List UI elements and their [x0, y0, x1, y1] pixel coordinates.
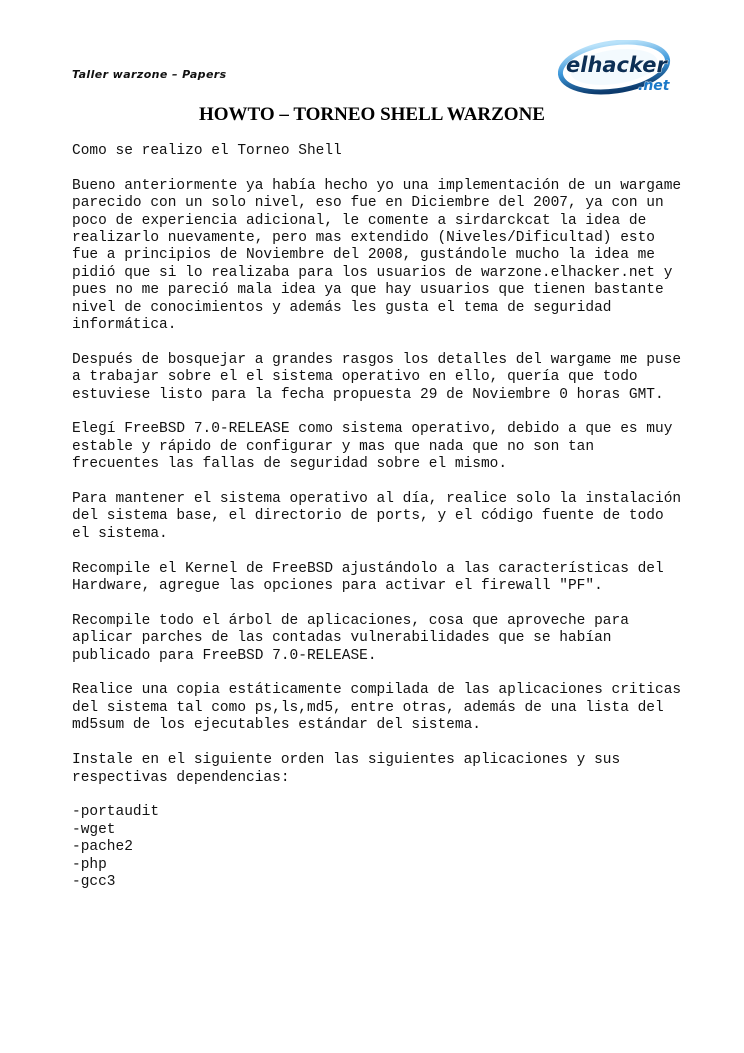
apps-list	[72, 804, 682, 891]
elhacker-logo	[558, 40, 680, 96]
paragraph-static-copy: Realice una copia estáticamente compilada de las aplicaciones criticas del sistema tal como ps,ls,md5, entre otras, además de una lista del md5sum de los ejecutables estándar del sistema.	[72, 682, 682, 734]
paragraph-planning: Después de bosquejar a grandes rasgos los detalles del wargame me puse a trabajar sobre el el sistema operativo en ello, quería que todo estuviese listo para la fecha propuesta 29 de Noviembre 0 horas GMT.	[72, 351, 682, 403]
document-body	[72, 143, 682, 891]
paragraph-subtitle: Como se realizo el Torneo Shell	[72, 143, 342, 159]
list-item: -pache2	[72, 839, 133, 856]
paragraph-kernel: Recompile el Kernel de FreeBSD ajustándolo a las características del Hardware, agregue las opciones para activar el firewall "PF".	[72, 560, 664, 595]
document-title: HOWTO – TORNEO SHELL WARZONE	[199, 104, 545, 125]
paragraph-os-choice: Elegí FreeBSD 7.0-RELEASE como sistema operativo, debido a que es muy estable y rápido de configurar y mas que nada que no son tan frecuentes las fallas de seguridad sobre el mismo.	[72, 421, 673, 473]
paragraph-ports: Recompile todo el árbol de aplicaciones, cosa que aproveche para aplicar parches de las contadas vulnerabilidades que se habían publicado para FreeBSD 7.0-RELEASE.	[72, 612, 629, 664]
list-item: -wget	[72, 821, 116, 838]
list-item: -portaudit	[72, 804, 160, 821]
list-item: -gcc3	[72, 873, 116, 890]
paragraph-base-install: Para mantener el sistema operativo al día, realice solo la instalación del sistema base, el directorio de ports, y el código fuente de todo el sistema.	[72, 491, 682, 542]
logo-main-text: elhacker	[566, 53, 667, 77]
header-tag: Taller warzone – Papers	[72, 68, 227, 81]
paragraph-install-order: Instale en el siguiente orden las siguientes aplicaciones y sus respectivas dependencias:	[72, 752, 621, 786]
logo-sub-text: .net	[638, 78, 670, 94]
list-item: -php	[72, 856, 107, 873]
paragraph-intro: Bueno anteriormente ya había hecho yo una implementación de un wargame parecido con un solo nivel, eso fue en Diciembre del 2007, ya con un poco de experiencia adicional, le comente a sirdarckcat la idea de realizarlo nuevamente, pero mas extendido (Niveles/Dificultad) esto fue a principios de Noviembre del 2008, gustándole mucho la idea me pidió que si lo realizaba para los usuarios de warzone.elhacker.net y pues no me pareció mala idea ya que hay usuarios que tienen bastante nivel de conocimientos y además les gusta el tema de seguridad informática.	[72, 177, 682, 334]
